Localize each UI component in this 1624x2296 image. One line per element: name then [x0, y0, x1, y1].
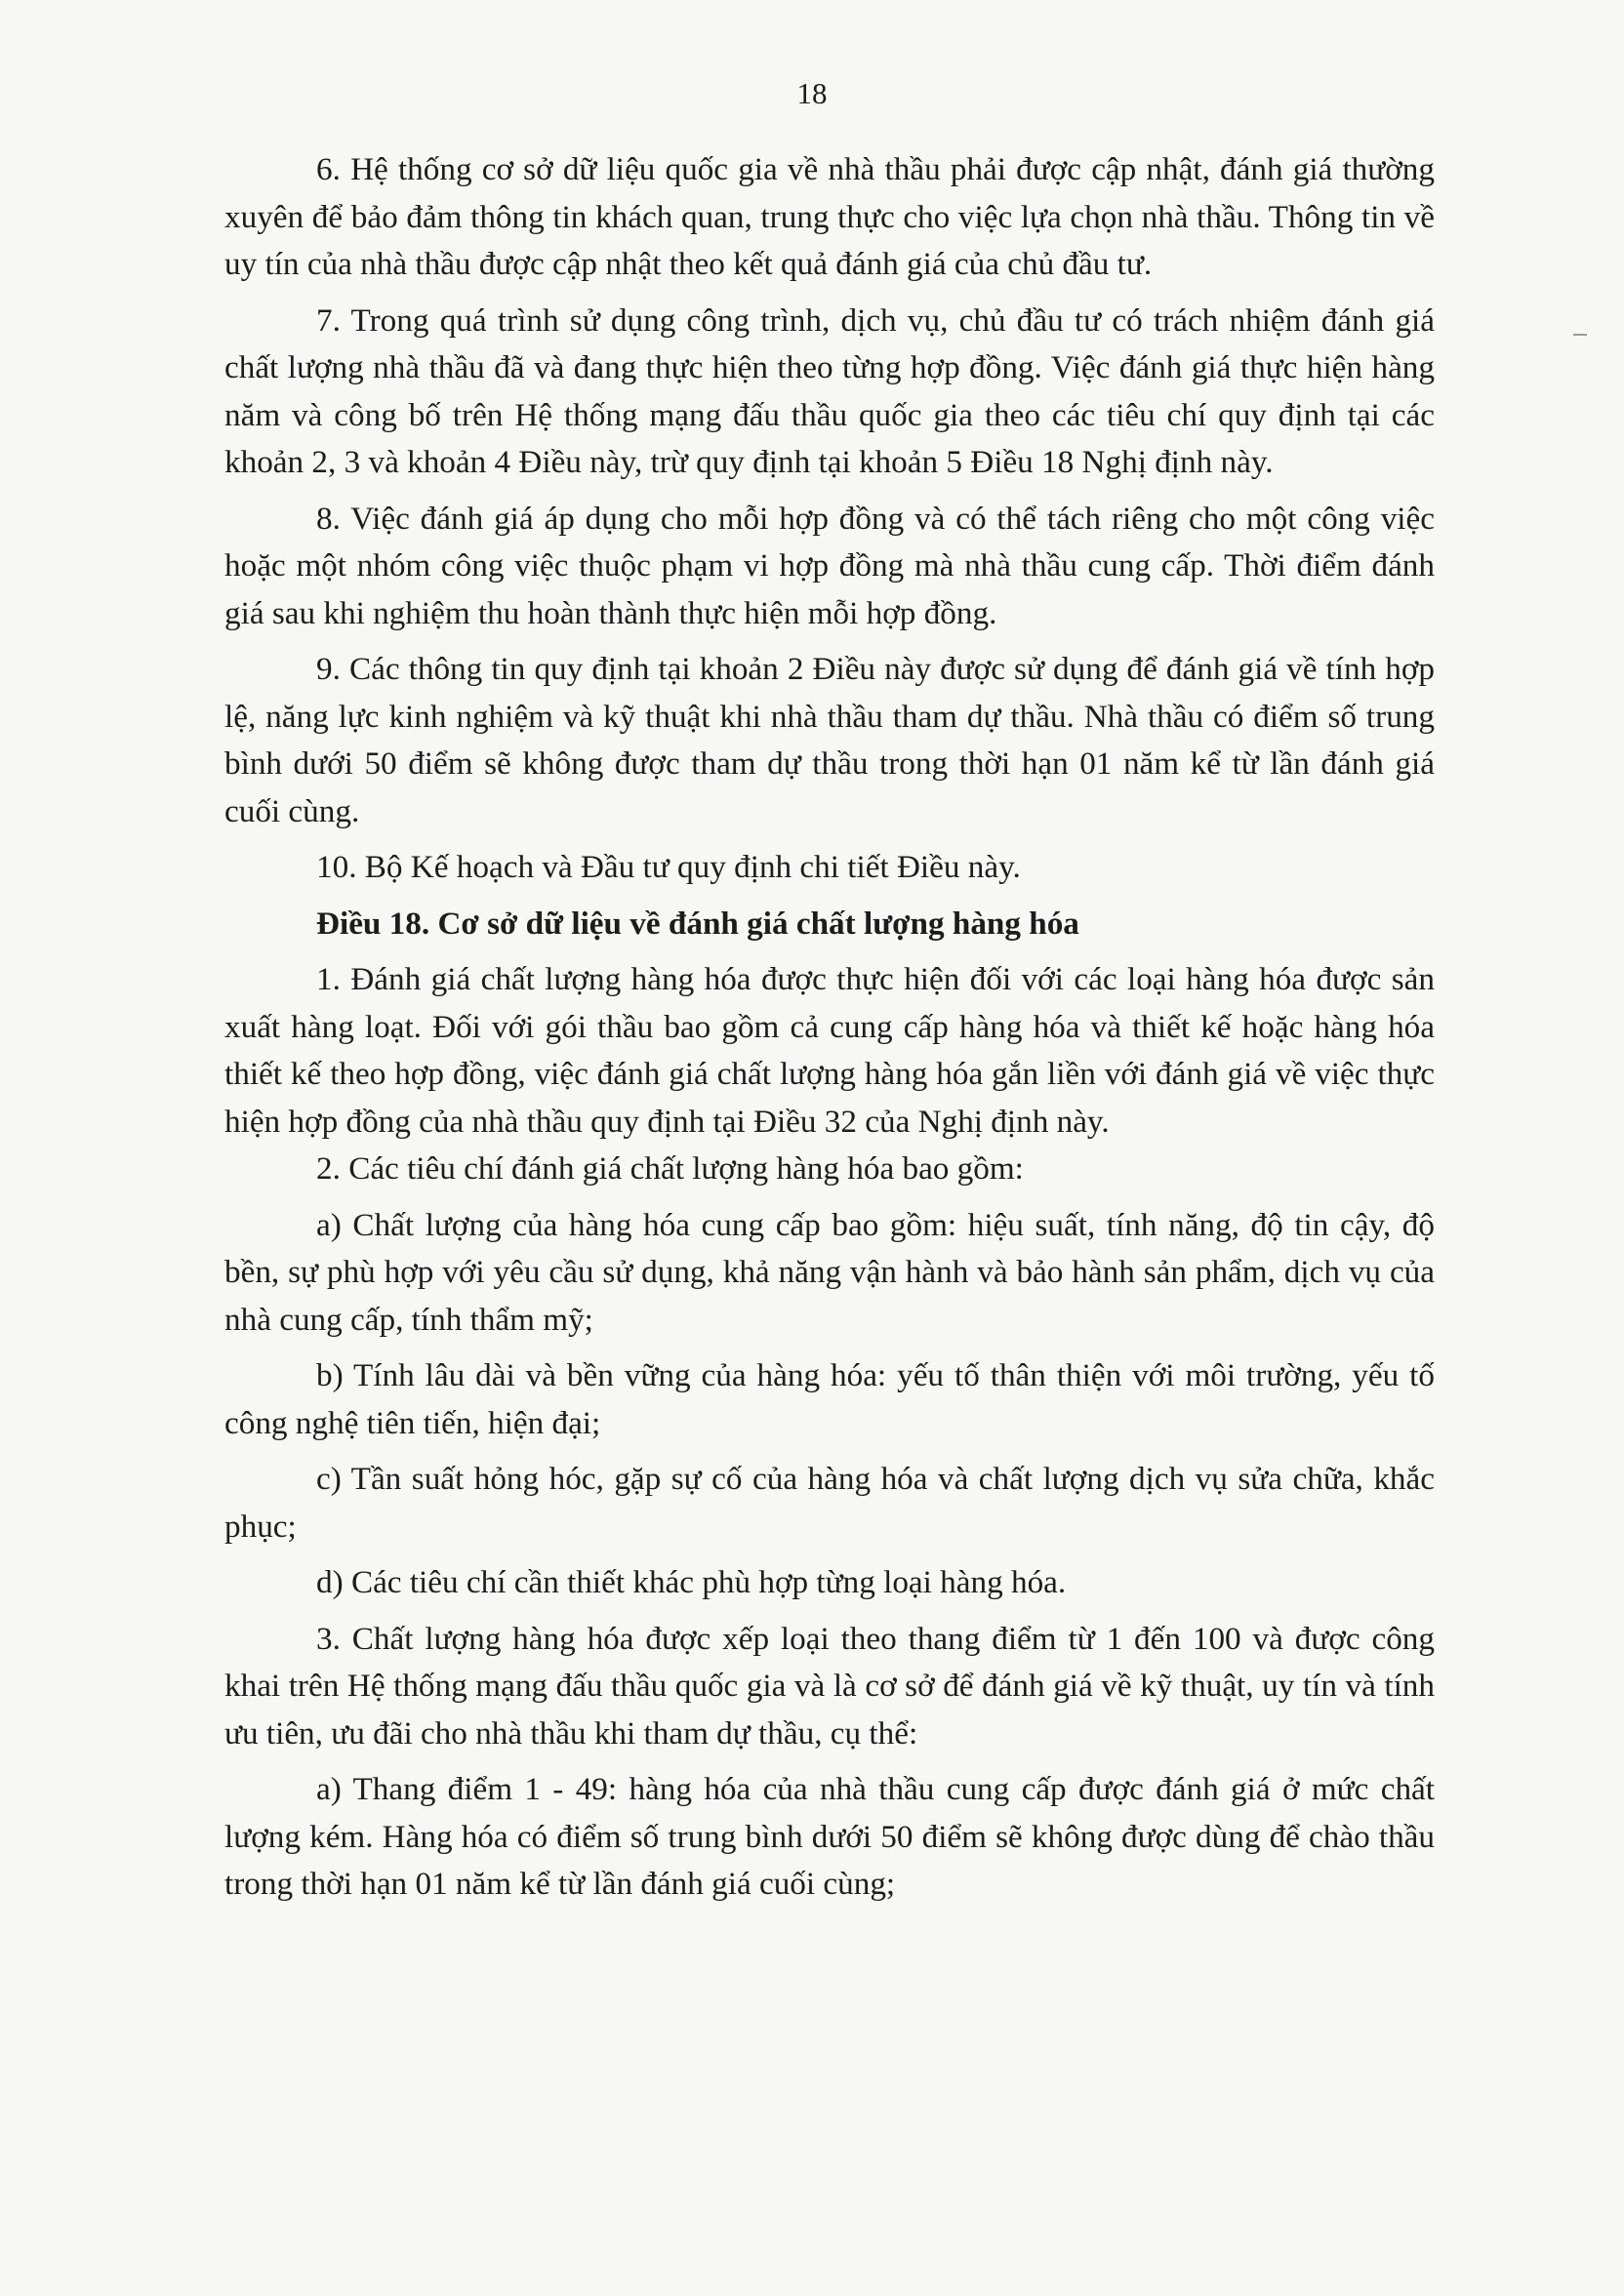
article-18-clause-2: 2. Các tiêu chí đánh giá chất lượng hàng hóa bao gồm:	[316, 1150, 1024, 1187]
article-18-item-a: a) Chất lượng của hàng hóa cung cấp bao gồm: hiệu suất, tính năng, độ tin cậy, độ bền, sự phù hợp với yêu cầu sử dụng, khả năng vận hành và bảo hành sản phẩm, dịch vụ của nhà cung cấp, tính thẩm mỹ;	[224, 1206, 1435, 1338]
page-number: 18	[796, 76, 828, 110]
article-18-item-d: d) Các tiêu chí cần thiết khác phù hợp từng loại hàng hóa.	[316, 1564, 1067, 1600]
clause-10: 10. Bộ Kế hoạch và Đầu tư quy định chi tiết Điều này.	[316, 849, 1021, 885]
clause-6: 6. Hệ thống cơ sở dữ liệu quốc gia về nhà thầu phải được cập nhật, đánh giá thường xuyên để bảo đảm thông tin khách quan, trung thực cho việc lựa chọn nhà thầu. Thông tin về uy tín của nhà thầu được cập nhật theo kết quả đánh giá của chủ đầu tư.	[224, 151, 1435, 282]
article-18-clause-3: 3. Chất lượng hàng hóa được xếp loại theo thang điểm từ 1 đến 100 và được công khai trên Hệ thống mạng đấu thầu quốc gia và là cơ sở để đánh giá về kỹ thuật, uy tín và tính ưu tiên, ưu đãi cho nhà thầu khi tham dự thầu, cụ thể:	[224, 1620, 1435, 1752]
article-18-heading: Điều 18. Cơ sở dữ liệu về đánh giá chất lượng hàng hóa	[316, 905, 1079, 942]
article-18-item-c: c) Tần suất hỏng hóc, gặp sự cố của hàng hóa và chất lượng dịch vụ sửa chữa, khắc phục;	[224, 1461, 1435, 1545]
document-body	[224, 146, 1435, 1917]
clause-9: 9. Các thông tin quy định tại khoản 2 Điều này được sử dụng để đánh giá về tính hợp lệ, năng lực kinh nghiệm và kỹ thuật khi nhà thầu tham dự thầu. Nhà thầu có điểm số trung bình dưới 50 điểm sẽ không được tham dự thầu trong thời hạn 01 năm kể từ lần đánh giá cuối cùng.	[224, 651, 1435, 829]
clause-7: 7. Trong quá trình sử dụng công trình, dịch vụ, chủ đầu tư có trách nhiệm đánh giá chất lượng nhà thầu đã và đang thực hiện theo từng hợp đồng. Việc đánh giá thực hiện hàng năm và công bố trên Hệ thống mạng đấu thầu quốc gia theo các tiêu chí quy định tại các khoản 2, 3 và khoản 4 Điều này, trừ quy định tại khoản 5 Điều 18 Nghị định này.	[224, 302, 1435, 480]
article-18-clause-1: 1. Đánh giá chất lượng hàng hóa được thực hiện đối với các loại hàng hóa được sản xuất hàng loạt. Đối với gói thầu bao gồm cả cung cấp hàng hóa và thiết kế hoặc hàng hóa thiết kế theo hợp đồng, việc đánh giá chất lượng hàng hóa gắn liền với đánh giá về việc thực hiện hợp đồng của nhà thầu quy định tại Điều 32 của Nghị định này.	[224, 961, 1435, 1140]
scan-mark	[1573, 334, 1587, 336]
article-18-item-b: b) Tính lâu dài và bền vững của hàng hóa: yếu tố thân thiện với môi trường, yếu tố công nghệ tiên tiến, hiện đại;	[224, 1357, 1435, 1441]
article-18-clause-3-item-a: a) Thang điểm 1 - 49: hàng hóa của nhà thầu cung cấp được đánh giá ở mức chất lượng kém. Hàng hóa có điểm số trung bình dưới 50 điểm sẽ không được dùng để chào thầu trong thời hạn 01 năm kể từ lần đánh giá cuối cùng;	[224, 1771, 1435, 1902]
clause-8: 8. Việc đánh giá áp dụng cho mỗi hợp đồng và có thể tách riêng cho một công việc hoặc một nhóm công việc thuộc phạm vi hợp đồng mà nhà thầu cung cấp. Thời điểm đánh giá sau khi nghiệm thu hoàn thành thực hiện mỗi hợp đồng.	[224, 500, 1435, 631]
